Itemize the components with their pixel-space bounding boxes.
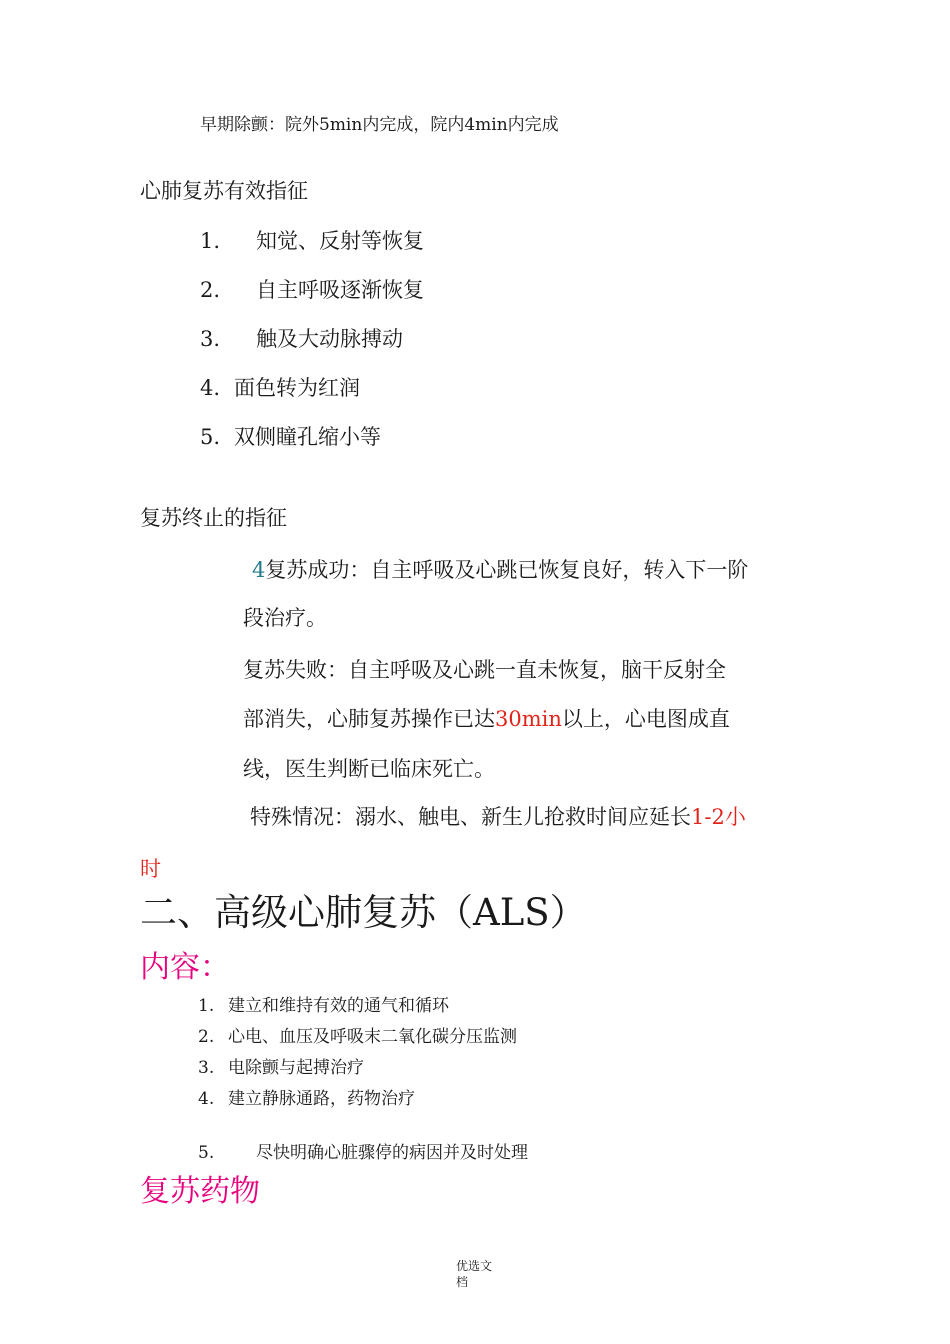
special-text: 特殊情况：溺水、触电、新生儿抢救时间应延长 [250, 805, 691, 829]
list-item [200, 421, 381, 451]
list-number: 5. [200, 425, 221, 449]
content-label: 内容： [140, 950, 230, 985]
list-number: 5. [198, 1143, 215, 1163]
list-number: 2. [200, 278, 221, 302]
failure-text: 部消失，心肺复苏操作已达 [243, 707, 495, 731]
list-text: 建立静脉通路，药物治疗 [228, 1089, 415, 1109]
list-number: 1. [198, 996, 215, 1016]
termination-title: 复苏终止的指征 [140, 506, 287, 530]
list-text: 尽快明确心脏骤停的病因并及时处理 [256, 1143, 528, 1163]
special-line [250, 801, 746, 831]
list-text: 自主呼吸逐渐恢复 [256, 278, 424, 302]
defib-note: 早期除颤：院外5min内完成，院内4min内完成 [200, 115, 559, 135]
list-text: 双侧瞳孔缩小等 [234, 425, 381, 449]
success-line-2: 段治疗。 [243, 606, 327, 630]
list-number: 1. [200, 229, 221, 253]
list-text: 触及大动脉搏动 [256, 327, 403, 351]
list-item [200, 274, 424, 304]
failure-line-2 [243, 703, 730, 733]
success-text: 复苏成功：自主呼吸及心跳已恢复良好，转入下一阶 [265, 558, 749, 582]
list-item [198, 991, 449, 1016]
list-item [198, 1138, 528, 1163]
failure-line-1: 复苏失败：自主呼吸及心跳一直未恢复，脑干反射全 [243, 658, 726, 682]
failure-line-3: 线，医生判断已临床死亡。 [243, 757, 495, 781]
list-number: 3. [200, 327, 221, 351]
footer-line: 优选文 [456, 1259, 493, 1273]
list-item [200, 372, 360, 402]
list-text: 电除颤与起搏治疗 [228, 1058, 364, 1078]
list-number: 4. [200, 376, 221, 400]
list-item [200, 225, 424, 255]
section-heading: 二、高级心肺复苏（ALS） [140, 891, 587, 934]
special-continuation: 时 [140, 857, 161, 881]
drugs-heading: 复苏药物 [140, 1174, 260, 1209]
list-text: 心电、血压及呼吸末二氧化碳分压监测 [228, 1027, 517, 1047]
duration-highlight: 30min [495, 707, 562, 731]
list-text: 知觉、反射等恢复 [256, 229, 424, 253]
list-number: 3. [198, 1058, 215, 1078]
footer-line: 档 [456, 1275, 469, 1289]
list-item [198, 1022, 517, 1047]
list-text: 面色转为红润 [234, 376, 360, 400]
list-text: 建立和维持有效的通气和循环 [228, 996, 449, 1016]
list-item [198, 1084, 415, 1109]
footer-label [456, 1258, 492, 1290]
duration-highlight: 1-2小 [691, 805, 746, 829]
failure-text: 以上，心电图成直 [561, 707, 730, 731]
list-item [198, 1053, 364, 1078]
success-line-1 [252, 554, 748, 584]
signs-title: 心肺复苏有效指征 [140, 179, 308, 203]
bullet-marker: 4 [252, 558, 266, 582]
list-item [200, 323, 403, 353]
list-number: 2. [198, 1027, 215, 1047]
list-number: 4. [198, 1089, 215, 1109]
